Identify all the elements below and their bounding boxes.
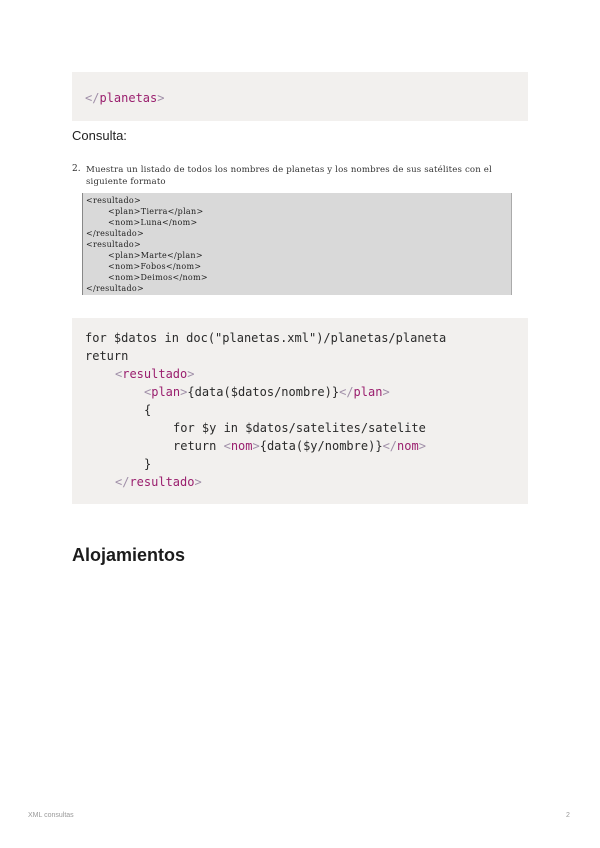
- question-number: 2.: [72, 164, 81, 174]
- code-line: {: [144, 403, 152, 417]
- tag-name: resultado: [122, 367, 188, 381]
- code-line: </resultado>: [115, 475, 202, 489]
- xml-example-box: [82, 193, 512, 295]
- xml-line: <plan>Marte</plan>: [108, 251, 203, 260]
- code-line: [85, 91, 164, 105]
- code-line: <plan>{data($datos/nombre)}</plan>: [144, 385, 390, 399]
- code-line: <resultado>: [115, 367, 195, 381]
- tag-name: nom: [397, 439, 419, 453]
- xml-line: </resultado>: [86, 229, 144, 238]
- footer-document-title: XML consultas: [28, 812, 74, 819]
- xml-line: <plan>Tierra</plan>: [108, 207, 204, 216]
- tag-name: plan: [151, 385, 181, 399]
- question-text: Muestra un listado de todos los nombres de planetas y los nombres de sus satélites con el siguiente formato: [86, 165, 492, 187]
- tag-bracket: >: [157, 91, 165, 105]
- xml-line: <resultado>: [86, 196, 142, 205]
- tag-name: resultado: [129, 475, 195, 489]
- consulta-label: Consulta:: [72, 128, 127, 143]
- code-block-closing-tag: [72, 72, 528, 121]
- code-expression: {data($y/nombre)}: [259, 439, 383, 453]
- tag-name: planetas: [99, 91, 158, 105]
- code-line: return <nom>{data($y/nombre)}</nom>: [173, 439, 426, 453]
- xml-line: </resultado>: [86, 284, 144, 293]
- section-heading: Alojamientos: [72, 545, 186, 565]
- xml-line: <nom>Luna</nom>: [108, 218, 198, 227]
- code-block-xquery: [72, 318, 528, 504]
- code-line: for $datos in doc("planetas.xml")/planetas/planeta: [85, 331, 447, 345]
- code-line: }: [144, 457, 152, 471]
- tag-name: plan: [353, 385, 383, 399]
- code-line: return: [85, 349, 129, 363]
- xml-line: <nom>Deimos</nom>: [108, 273, 208, 282]
- code-keyword: return: [173, 439, 224, 453]
- code-line: for $y in $datos/satelites/satelite: [173, 421, 426, 435]
- tag-name: nom: [230, 439, 253, 453]
- code-expression: {data($datos/nombre)}: [187, 385, 340, 399]
- xml-line: <resultado>: [86, 240, 142, 249]
- tag-bracket: </: [85, 91, 100, 105]
- xml-line: <nom>Fobos</nom>: [108, 262, 202, 271]
- footer-page-number: 2: [566, 812, 570, 819]
